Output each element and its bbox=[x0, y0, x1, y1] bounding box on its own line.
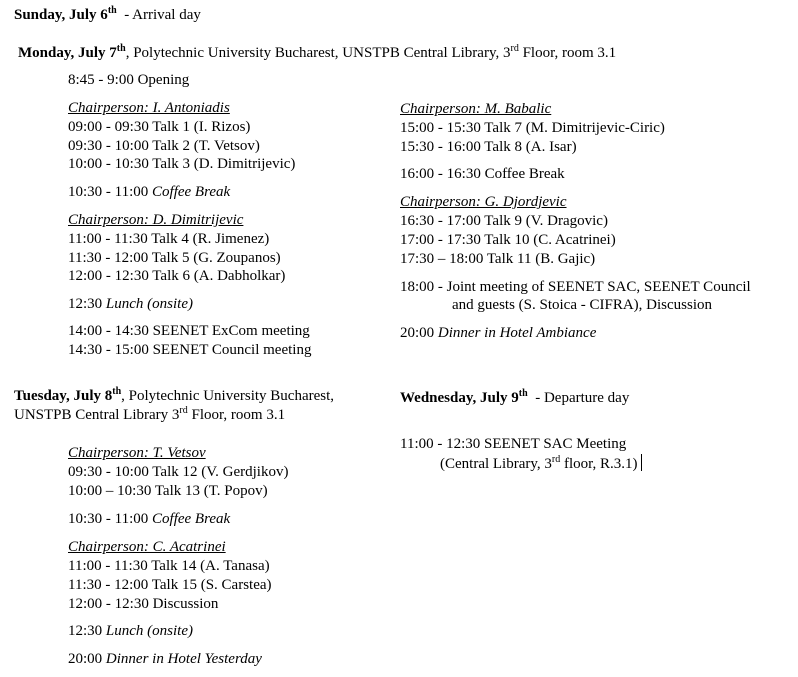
monday-meeting: 14:30 - 15:00 SEENET Council meeting bbox=[68, 342, 312, 358]
monday-dinner bbox=[400, 324, 596, 343]
monday-coffee-time: 10:30 - 11:00 bbox=[68, 184, 153, 200]
wednesday-heading bbox=[400, 389, 629, 408]
monday-talk: 09:30 - 10:00 Talk 2 (T. Vetsov) bbox=[68, 138, 260, 154]
monday-day-sup: th bbox=[116, 43, 126, 54]
tuesday-location: , Polytechnic University Bucharest, bbox=[121, 388, 335, 404]
tuesday-chair-2: Chairperson: C. Acatrinei bbox=[68, 539, 226, 555]
monday-joint-meeting: 18:00 - Joint meeting of SEENET SAC, SEENET Council bbox=[400, 279, 751, 295]
wednesday-location-b: floor, R.3.1) bbox=[560, 456, 638, 472]
monday-coffee-label: Coffee Break bbox=[152, 184, 231, 200]
tuesday-dinner bbox=[68, 650, 262, 669]
monday-location-sup: rd bbox=[510, 43, 519, 54]
tuesday-talk: 09:30 - 10:00 Talk 12 (V. Gerdjikov) bbox=[68, 464, 289, 480]
monday-talk: 09:00 - 09:30 Talk 1 (I. Rizos) bbox=[68, 119, 251, 135]
tuesday-day: Tuesday, July 8 bbox=[14, 388, 113, 404]
tuesday-lunch-label: Lunch (onsite) bbox=[105, 623, 193, 639]
monday-talk: 12:00 - 12:30 Talk 6 (A. Dabholkar) bbox=[68, 268, 286, 284]
wednesday-day: Wednesday, July 9 bbox=[400, 390, 519, 406]
tuesday-heading bbox=[14, 387, 334, 406]
tuesday-location-2b: Floor, room 3.1 bbox=[187, 407, 286, 423]
sunday-day-sup: th bbox=[107, 5, 117, 16]
tuesday-lunch bbox=[68, 622, 193, 641]
monday-talk: 16:30 - 17:00 Talk 9 (V. Dragovic) bbox=[400, 213, 608, 229]
tuesday-discussion: 12:00 - 12:30 Discussion bbox=[68, 596, 219, 612]
tuesday-day-sup: th bbox=[112, 386, 122, 397]
tuesday-location-2a: UNSTPB Central Library 3 bbox=[14, 407, 180, 423]
wednesday-meeting-location bbox=[440, 454, 642, 474]
tuesday-location-sup: rd bbox=[179, 405, 188, 416]
monday-talk: 11:00 - 11:30 Talk 4 (R. Jimenez) bbox=[68, 231, 270, 247]
tuesday-coffee bbox=[68, 510, 230, 529]
tuesday-coffee-time: 10:30 - 11:00 bbox=[68, 511, 153, 527]
monday-talk: 15:30 - 16:00 Talk 8 (A. Isar) bbox=[400, 139, 577, 155]
monday-coffee-2: 16:00 - 16:30 Coffee Break bbox=[400, 166, 565, 182]
monday-chair-2: Chairperson: D. Dimitrijevic bbox=[68, 212, 244, 228]
monday-dinner-time: 20:00 bbox=[400, 325, 438, 341]
monday-meeting: 14:00 - 14:30 SEENET ExCom meeting bbox=[68, 323, 310, 339]
monday-chair-3: Chairperson: M. Babalic bbox=[400, 101, 552, 117]
monday-chair-4: Chairperson: G. Djordjevic bbox=[400, 194, 567, 210]
monday-location-end: Floor, room 3.1 bbox=[518, 45, 617, 61]
monday-lunch-time: 12:30 bbox=[68, 296, 106, 312]
wednesday-meeting: 11:00 - 12:30 SEENET SAC Meeting bbox=[400, 436, 627, 452]
monday-lunch bbox=[68, 295, 193, 314]
monday-opening: 8:45 - 9:00 Opening bbox=[68, 72, 190, 88]
tuesday-lunch-time: 12:30 bbox=[68, 623, 106, 639]
monday-coffee bbox=[68, 183, 230, 202]
wednesday-location-sup: rd bbox=[551, 454, 561, 465]
tuesday-chair-1: Chairperson: T. Vetsov bbox=[68, 445, 206, 461]
monday-talk: 10:00 - 10:30 Talk 3 (D. Dimitrijevic) bbox=[68, 156, 296, 172]
monday-day: Monday, July 7 bbox=[18, 45, 117, 61]
monday-chair-1: Chairperson: I. Antoniadis bbox=[68, 100, 230, 116]
sunday-heading bbox=[14, 6, 201, 25]
sunday-note: - Arrival day bbox=[116, 7, 201, 23]
monday-talk: 17:00 - 17:30 Talk 10 (C. Acatrinei) bbox=[400, 232, 616, 248]
wednesday-note: - Departure day bbox=[527, 390, 630, 406]
monday-talk: 15:00 - 15:30 Talk 7 (M. Dimitrijevic-Ciric) bbox=[400, 120, 665, 136]
monday-talk: 17:30 – 18:00 Talk 11 (B. Gajic) bbox=[400, 251, 596, 267]
text-cursor bbox=[641, 454, 642, 471]
tuesday-talk: 10:00 – 10:30 Talk 13 (T. Popov) bbox=[68, 483, 268, 499]
monday-heading bbox=[18, 44, 616, 63]
monday-lunch-label: Lunch (onsite) bbox=[105, 296, 193, 312]
monday-dinner-label: Dinner in Hotel Ambiance bbox=[437, 325, 597, 341]
tuesday-dinner-time: 20:00 bbox=[68, 651, 106, 667]
sunday-day: Sunday, July 6 bbox=[14, 7, 108, 23]
wednesday-location-a: (Central Library, 3 bbox=[440, 456, 552, 472]
monday-talk: 11:30 - 12:00 Talk 5 (G. Zoupanos) bbox=[68, 250, 281, 266]
tuesday-talk: 11:00 - 11:30 Talk 14 (A. Tanasa) bbox=[68, 558, 270, 574]
monday-joint-meeting-cont: and guests (S. Stoica - CIFRA), Discussion bbox=[452, 297, 712, 313]
tuesday-dinner-label: Dinner in Hotel Yesterday bbox=[105, 651, 262, 667]
monday-location: , Polytechnic University Bucharest, UNSTPB Central Library, 3 bbox=[125, 45, 511, 61]
tuesday-location-2 bbox=[14, 406, 285, 425]
wednesday-day-sup: th bbox=[518, 388, 528, 399]
tuesday-coffee-label: Coffee Break bbox=[152, 511, 231, 527]
tuesday-talk: 11:30 - 12:00 Talk 15 (S. Carstea) bbox=[68, 577, 272, 593]
